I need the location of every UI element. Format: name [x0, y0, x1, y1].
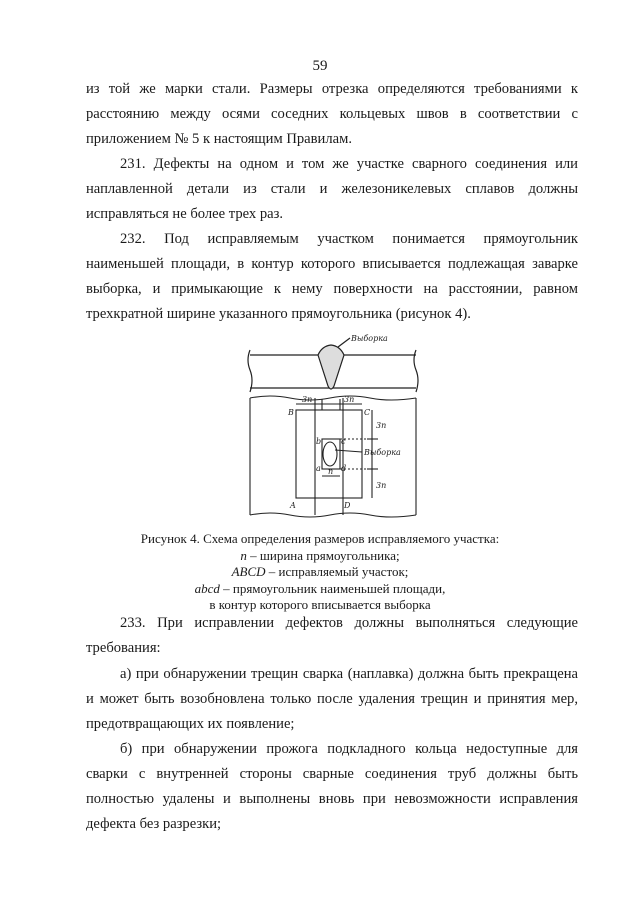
caption-abcd-lower-text: – прямоугольник наименьшей площади,	[219, 580, 446, 596]
label-b: b	[316, 437, 322, 446]
label-C: C	[364, 408, 371, 417]
paragraph-233: 233. При исправлении дефектов должны выполняться следующие требования:	[86, 615, 578, 656]
label-A: A	[290, 501, 296, 510]
caption-line-n	[120, 548, 520, 565]
label-vyborka-mid: Выборка	[364, 448, 401, 457]
caption-line-abcd-upper	[120, 564, 520, 581]
caption-last-line: в контур которого вписывается выборка	[209, 597, 431, 612]
paragraph-continuation: из той же марки стали. Размеры отрезка определяются требованиями к расстоянию между осями соседних кольцевых швов в соответствии с приложением № 5 к настоящим Правилам.	[86, 81, 578, 147]
label-D: D	[344, 501, 351, 510]
page-number: 59	[312, 58, 328, 74]
label-3n-top-right: 3n	[344, 395, 355, 404]
caption-abcd-upper-symbol: ABCD	[231, 564, 266, 579]
cutout-ellipse	[323, 442, 337, 466]
label-vyborka-top: Выборка	[351, 334, 388, 343]
figure-caption	[120, 531, 520, 614]
pipe-section	[248, 338, 418, 392]
label-3n-top-left: 3n	[302, 395, 313, 404]
label-d: d	[341, 464, 347, 473]
label-a: a	[316, 464, 321, 473]
label-c: c	[341, 437, 346, 446]
paragraph-231: 231. Дефекты на одном и том же участке сварного соединения или наплавленной детали из стали и железоникелевых сплавов должны исправляться не более трех раз.	[86, 156, 578, 222]
weld-groove	[318, 345, 344, 389]
caption-abcd-upper-text: – исправляемый участок;	[265, 564, 409, 579]
label-B: B	[288, 408, 294, 417]
paragraph-233-b: б) при обнаружении прожога подкладного кольца недоступные для сварки с внутренней стороны сварные соединения труб должны быть полностью удалены и выполнены вновь при невозможности исправления дефекта без разрезки;	[86, 741, 578, 832]
paragraph-232: 232. Под исправляемым участком понимается прямоугольник наименьшей площади, в контур которого вписывается подлежащая заварке выборка, и примыкающие к нему поверхности на расстоянии, равном трехкратной ширине указанного прямоугольника (рисунок 4).	[86, 231, 578, 322]
paragraph-233-a: а) при обнаружении трещин сварка (наплавка) должна быть прекращена и может быть возобновлена только после удаления трещин и принятия мер, предотвращающих их появление;	[86, 666, 578, 732]
caption-title: Рисунок 4. Схема определения размеров исправляемого участка:	[140, 531, 500, 546]
caption-line-abcd-lower	[120, 581, 520, 598]
label-3n-right-bottom: 3n	[376, 481, 387, 490]
caption-n-text: – ширина прямоугольника;	[246, 547, 400, 563]
caption-n-symbol: n	[240, 547, 247, 563]
caption-abcd-lower-symbol: abcd	[194, 580, 220, 596]
label-n: n	[328, 467, 334, 476]
label-3n-right-top: 3n	[376, 421, 387, 430]
